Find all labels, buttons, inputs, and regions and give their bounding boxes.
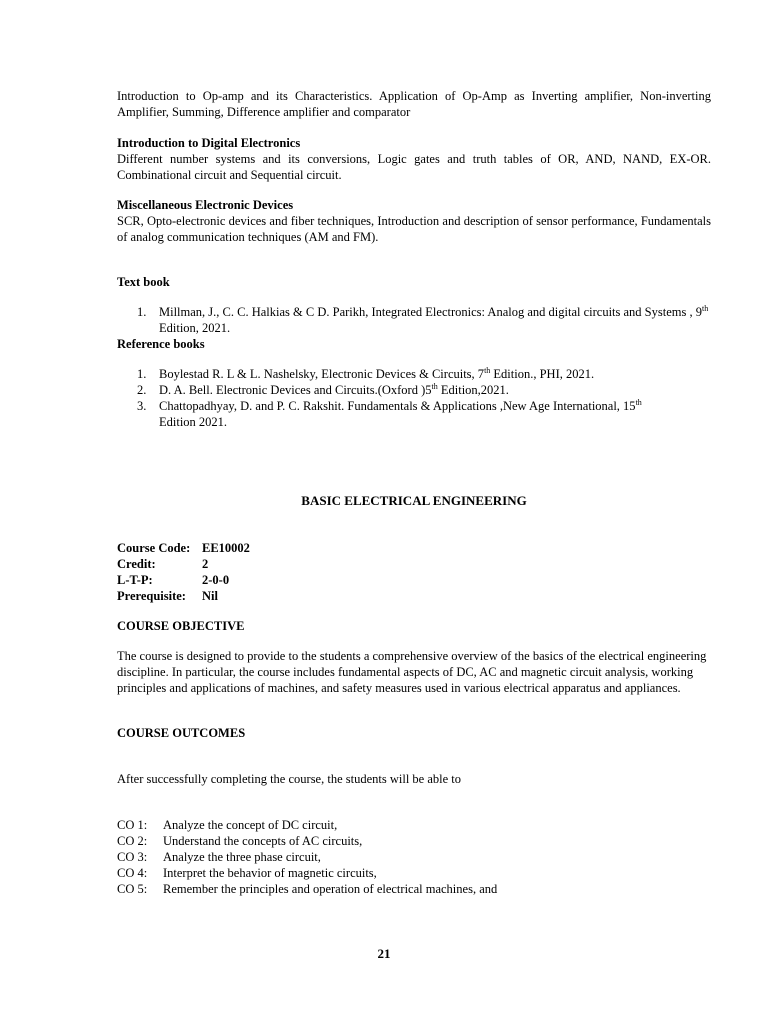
list-item: CO 1: Analyze the concept of DC circuit, <box>117 818 338 832</box>
list-number: 2. <box>137 383 147 397</box>
list-item: 1. Boylestad R. L & L. Nashelsky, Electronic Devices & Circuits, 7th Edition., PHI, 2021. <box>137 366 595 381</box>
textbook-list <box>117 304 711 336</box>
digital-electronics-body: Different number systems and its conversions, Logic gates and truth tables of OR, AND, NAND, EX-OR. Combinational circuit and Sequential circuit. <box>117 152 711 182</box>
list-item: 3. Chattopadhyay, D. and P. C. Rakshit. Fundamentals & Applications ,New Age International, 15th Edition 2021. <box>137 398 642 429</box>
prerequisite-row: Prerequisite: Nil <box>117 589 218 603</box>
course-info <box>117 540 711 604</box>
misc-devices-body: SCR, Opto-electronic devices and fiber techniques, Introduction and description of sensor performance, Fundamentals of analog communication techniques (AM and FM). <box>117 214 711 244</box>
document-page <box>117 88 711 897</box>
reference-books-heading: Reference books <box>117 337 205 351</box>
list-item: 1. Millman, J., C. C. Halkias & C D. Parikh, Integrated Electronics: Analog and digital circuits and Systems , 9th Edition, 2021. <box>137 304 709 335</box>
list-item: CO 4: Interpret the behavior of magnetic circuits, <box>117 866 377 880</box>
list-item: 2. D. A. Bell. Electronic Devices and Circuits.(Oxford )5th Edition,2021. <box>137 382 509 397</box>
list-item: CO 5: Remember the principles and operation of electrical machines, and <box>117 882 498 896</box>
list-number: 3. <box>137 399 147 413</box>
textbook-heading: Text book <box>117 275 170 289</box>
course-objective-body: The course is designed to provide to the students a comprehensive overview of the basics of the electrical engineering discipline. In particular, the course includes fundamental aspects of DC, AC and magnetic circuit analysis, working principles and applications of machines, and safety measures used in various electrical apparatus and appliances. <box>117 649 707 695</box>
list-item: CO 3: Analyze the three phase circuit, <box>117 850 321 864</box>
course-outcomes-intro: After successfully completing the course, the students will be able to <box>117 772 462 786</box>
list-item: CO 2: Understand the concepts of AC circuits, <box>117 834 363 848</box>
course-outcomes-heading: COURSE OUTCOMES <box>117 726 246 740</box>
course-code-row: Course Code: EE10002 <box>117 541 250 555</box>
digital-electronics-heading: Introduction to Digital Electronics <box>117 136 301 150</box>
list-number: 1. <box>137 305 147 319</box>
misc-devices-heading: Miscellaneous Electronic Devices <box>117 198 294 212</box>
credit-row: Credit: 2 <box>117 557 209 571</box>
page-number: 21 <box>377 946 391 961</box>
ltp-row: L-T-P: 2-0-0 <box>117 573 230 587</box>
reference-list <box>117 366 711 430</box>
course-objective-heading: COURSE OBJECTIVE <box>117 619 245 633</box>
opamp-paragraph: Introduction to Op-amp and its Characteristics. Application of Op-Amp as Inverting amplifier, Non-inverting Amplifier, Summing, Difference amplifier and comparator <box>117 89 711 119</box>
course-title: BASIC ELECTRICAL ENGINEERING <box>301 493 527 508</box>
list-number: 1. <box>137 367 147 381</box>
outcomes-list <box>117 817 711 897</box>
